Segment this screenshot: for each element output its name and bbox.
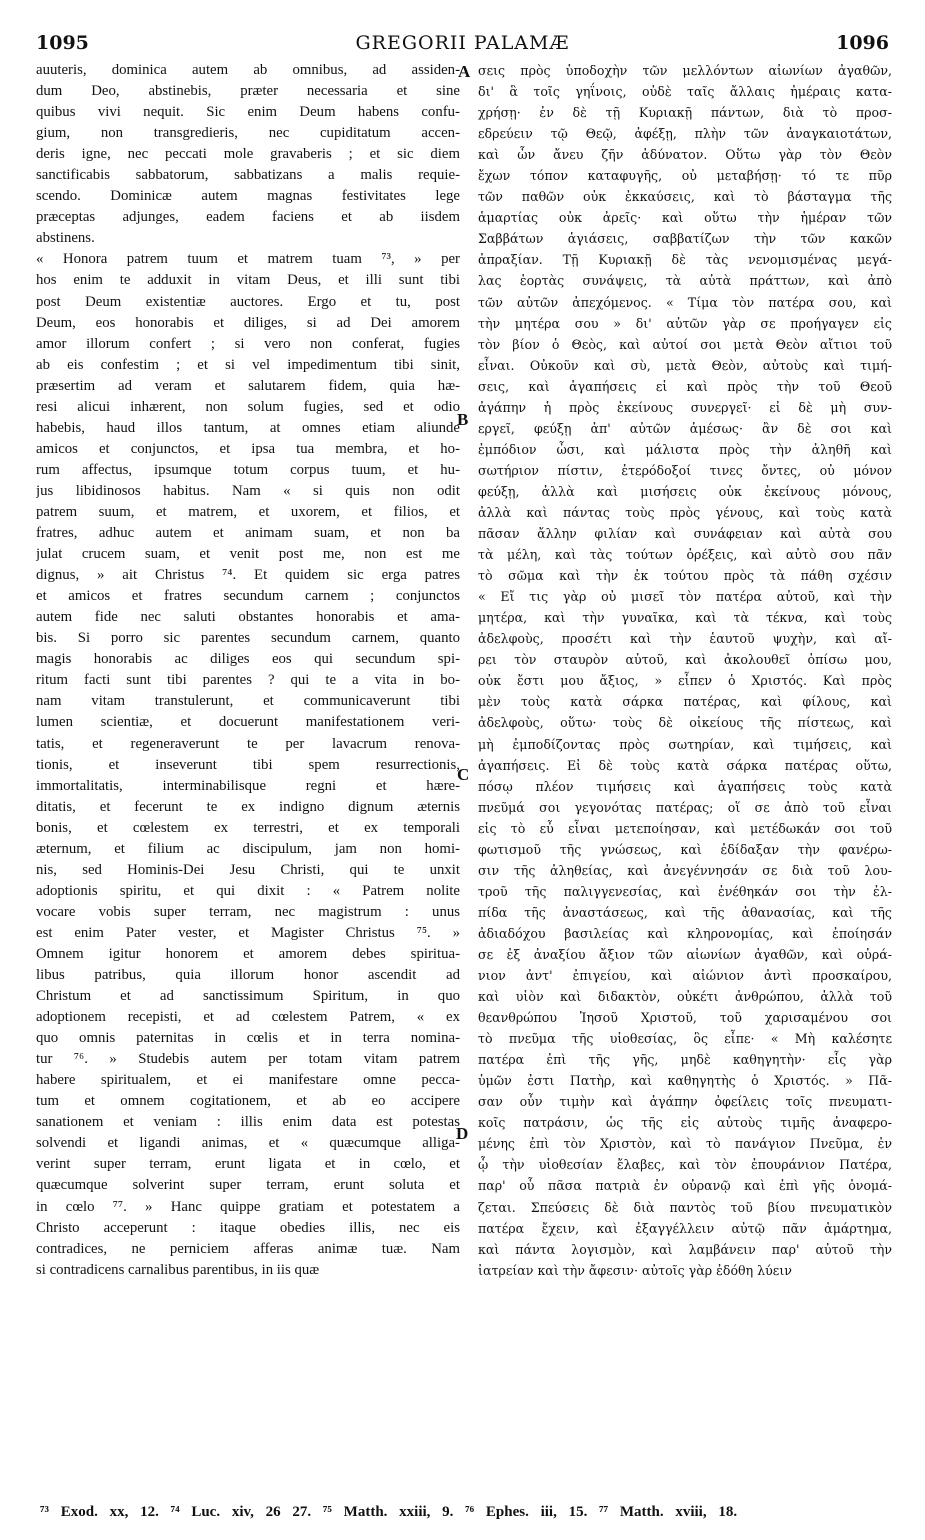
latin-text-line: abstinens. [36, 230, 95, 247]
greek-text-line: ἀγαπήσεις. Εἰ δὲ τοὺς κατὰ σάρκα πατέρας οὕτω, [478, 757, 892, 773]
greek-text-line: λας ἑορτὰς συνάψεις, τὰ αὐτὰ πράττων, καὶ ἀπὸ [478, 273, 892, 289]
greek-text-line: χρήσῃ· ἐν δὲ τῇ Κυριακῇ πάντων, διὰ τὸ προσ- [478, 105, 892, 121]
greek-text-line: τῶν αὐτῶν ἀπεχόμενος. « Τίμα τὸν πατέρα σου, καὶ [478, 294, 892, 310]
latin-text-line: æternum, et filium ac discipulum, jam non homi- [36, 840, 460, 857]
latin-text-line: dum Deo, abstinebis, præter necessaria et sine [36, 83, 460, 100]
greek-text-line: εἰς τὸ εὖ εἶναι μετεποίησαν, καὶ μετέδωκάν σοι τοῦ [478, 820, 892, 836]
greek-text-line: εδρεύειν τῷ Θεῷ, ἀφέξῃ, πλὴν τῶν ἀναγκαιοτάτων, [478, 126, 892, 142]
section-marker-b: B [457, 410, 469, 429]
greek-text-line: τὸν βίον ὁ Θεὸς, καὶ αὐτοί σοι μετὰ Θεὸν αἴτιοι τοῦ [478, 336, 892, 352]
latin-text-line: Christum et ad sanctissimum Spiritum, in quo [36, 988, 460, 1005]
latin-text-line: si contradicens carnalibus parentibus, in iis quæ [36, 1261, 320, 1278]
latin-text-line: bonis, et cœlestem ex terrestri, et ex temporali [36, 819, 460, 836]
latin-text-line: julat crucem suam, et venit post me, non est me [36, 546, 460, 563]
latin-text-line: immortalitatis, interminabilisque regni et hære- [36, 777, 460, 794]
latin-text-line: adoptionis spiritu, et qui dixit : « Patrem nolite [36, 882, 460, 899]
greek-text-line: σαν οὖν τιμὴν καὶ ἀγάπην ὀφείλεις τοῖς πνευματι- [478, 1094, 892, 1110]
greek-text-line: παρ' οὗ πᾶσα πατριὰ ἐν οὐρανῷ καὶ ἐπὶ γῆς ὀνομά- [478, 1178, 892, 1194]
greek-text-line: ρει τὸν σταυρὸν αὐτοῦ, καὶ ἀκολουθεῖ ὀπίσω μου, [478, 652, 892, 668]
greek-text-line: ἀπραξίαν. Τῇ Κυριακῇ δὲ τὰς νενομισμένας μεγά- [478, 252, 892, 268]
latin-text-line: quibus vivi nequit. Sic enim Deum habens confu- [36, 104, 460, 121]
greek-text-line: ἀδελφοὺς, προσέτι καὶ τὴν ἑαυτοῦ ψυχὴν, καὶ αἴ- [478, 631, 892, 647]
greek-text-line: « Εἴ τις γὰρ οὐ μισεῖ τὸν πατέρα αὐτοῦ, καὶ τὴν [478, 589, 892, 605]
greek-text-line: ἐμπόδιον ὦσι, καὶ μάλιστα πρὸς τὴν ἀληθῆ καὶ [478, 441, 892, 457]
greek-text-line: ἀλλὰ καὶ πάντας τοὺς πρὸς γένους, καὶ τοὺς κατὰ [478, 504, 892, 520]
page-number-right: 1096 [836, 32, 889, 54]
greek-text-line: καὶ υἱὸν καὶ διδακτὸν, οὐκέτι ἀνθρώπου, ἀλλὰ τοῦ [478, 989, 892, 1005]
greek-text-line: νιον ἀντ' ἐπιγείου, καὶ αἰώνιον ἀντὶ προσκαίρου, [478, 968, 892, 984]
greek-text-line: Σαββάτων ἁγιάσεις, σαββατίζων τὴν τῶν κακῶν [478, 231, 892, 247]
greek-text-line: τὰ μέλη, καὶ τὰς τούτων ὀρέξεις, καὶ αὐτὸ σου πᾶν [478, 547, 892, 563]
greek-text-line: πατέρα ἔχειν, καὶ ἐξαγγέλλειν αὐτῷ πᾶν ἁμάρτημα, [478, 1220, 892, 1236]
latin-text-line: dignus, » ait Christus ⁷⁴. Et quidem sic erga patres [36, 567, 460, 584]
greek-text-line: οὐκ ἔστι μου ἄξιος, » εἶπεν ὁ Χριστός. Καὶ πρὸς [478, 673, 892, 689]
greek-text-line: κοῖς πατράσιν, ὡς τῆς εἰς αὐτοὺς τιμῆς ἀναφερο- [478, 1115, 892, 1131]
greek-column [478, 60, 892, 1281]
latin-text-line: tionis, et inseverunt tibi spem resurrectionis, [36, 756, 460, 773]
latin-text-line: patrem suum, et matrem, et uxorem, et filios, et [36, 503, 460, 520]
section-marker-c: C [457, 765, 470, 784]
latin-text-line: resi alicui inhærent, non solum fugies, sed et odio [36, 398, 460, 415]
latin-text-line: autem fide nec saluti obstantes honorabis et ama- [36, 609, 460, 626]
latin-column [36, 60, 460, 1281]
greek-text-line: πατέρα ἐπὶ τῆς γῆς, μηδὲ καθηγητὴν· εἷς γὰρ [478, 1052, 892, 1068]
greek-text-line: τὴν μητέρα σου » δι' αὐτῶν γὰρ σε προήγαγεν εἰς [478, 315, 892, 331]
greek-text-line: σωτήριον πίστιν, ἑτερόδοξοί τινες ὄντες, οὐ μόνον [478, 462, 892, 478]
latin-text-line: tatis, et regeneraverunt te per lavacrum renova- [36, 735, 460, 752]
latin-text-line: tum et omnem cogitationem, et ab eo accipere [36, 1093, 460, 1110]
greek-text-line: μὴ ἐμποδίζοντας πρὸς σωτηρίαν, καὶ τιμήσεις, καὶ [478, 736, 892, 752]
greek-text-line: τροῦ τῆς παλιγγενεσίας, καὶ ἐνέθηκάν σοι τὴν ἐλ- [478, 883, 892, 899]
running-header [36, 32, 889, 58]
latin-text-line: jus libidinosos habitus. Nam « si quis non odit [36, 482, 460, 499]
greek-text-line: μὲν τοὺς κατὰ σάρκα πατέρας, καὶ φίλους, καὶ [478, 694, 892, 710]
greek-text-line: πόσῳ πλέον τιμήσεις καὶ ἀγαπήσεις τοὺς κατὰ [478, 778, 892, 794]
latin-text-line: Omnem igitur honorem et amorem debes spiritua- [36, 945, 460, 962]
latin-text-line: ab eis confestim ; et si vel impedimentum tibi sinit, [36, 356, 460, 373]
greek-text-line: ὑμῶν ἐστι Πατὴρ, καὶ καθηγητὴς ὁ Χριστός. » Πᾶ- [478, 1073, 892, 1089]
running-title: GREGORII PALAMÆ [355, 32, 570, 54]
greek-text-line: φωτισμοῦ τῆς γνώσεως, καὶ ἐδίδαξαν τὴν φανέρω- [478, 841, 892, 857]
latin-text-line: post Deum existentiæ auctores. Ergo et tu, post [36, 293, 460, 310]
latin-text-line: quæcumque solverint super terram, erunt soluta et [36, 1177, 460, 1194]
greek-text-line: εργεῖ, φεύξῃ ἀπ' αὐτῶν ἀμέσως· ἂν δὲ σοι καὶ [478, 420, 892, 436]
latin-text-line: adoptionem recepisti, et ad cœlestem Patrem, « ex [36, 1009, 460, 1026]
greek-text-line: ἰατρείαν καὶ τὴν ἄφεσιν· αὐτοῖς γὰρ ἐδόθη λύειν [478, 1262, 792, 1278]
greek-text-line: θεανθρώπου Ἰησοῦ Χριστοῦ, τοῦ χαρισαμένου σοι [478, 1010, 892, 1026]
latin-text-line: verint super terram, erunt ligata et in cœlo, et [36, 1156, 460, 1173]
latin-text-line: « Honora patrem tuum et matrem tuam ⁷³, » per [36, 251, 460, 268]
latin-text-line: hos enim te adduxit in vitam Deus, et illi sunt tibi [36, 272, 460, 289]
latin-text-line: sanationem et veniam : illis enim data est potestas [36, 1114, 460, 1131]
latin-text-line: amicos et conjunctos, et ipsa tua membra, et ho- [36, 440, 460, 457]
greek-text-line: μένης ἐπὶ τὸν Χριστὸν, καὶ τὸ πανάγιον Πνεῦμα, ἐν [478, 1136, 892, 1152]
latin-text-line: nam vitam transtulerunt, et communicaverunt tibi [36, 693, 460, 710]
greek-text-line: δι' ἃ τοῖς γηΐνοις, οὐδὲ ταῖς ἄλλαις ἡμέραις κατα- [478, 84, 892, 100]
latin-text-line: solvendi et ligandi animas, et « quæcumque alliga- [36, 1135, 460, 1152]
greek-text-line: καὶ ὧν ἄνευ ζῆν ἀδύνατον. Οὕτω γὰρ τὸν Θεὸν [478, 147, 892, 163]
latin-text-line: præsertim ad veram et salutarem fidem, quia hæ- [36, 377, 460, 394]
latin-text-line: tur ⁷⁶. » Studebis autem per totam vitam patrem [36, 1051, 460, 1068]
greek-text-line: ἀγάπην ἡ πρὸς ἐκείνους συνεργεῖ· εἰ δὲ μὴ συν- [478, 399, 892, 415]
latin-text-line: ritum facti sunt tibi parentes ? qui te a vita in bo- [36, 672, 460, 689]
latin-text-line: habere spiritualem, et ei manifestare omne pecca- [36, 1072, 460, 1089]
greek-text-line: ἀδιαδόχου βασιλείας καὶ κληρονομίας, καὶ ἐποίησάν [478, 925, 892, 941]
page-number-left: 1095 [36, 32, 89, 54]
section-marker-d: D [456, 1124, 469, 1143]
latin-text-line: amor illorum confert ; si vero non conferat, fugies [36, 335, 460, 352]
latin-text-line: ditatis, et fecerunt te ex indigno dignum æternis [36, 798, 460, 815]
greek-text-line: τὸ σῶμα καὶ τὴν ἐκ τούτου πρὸς τὰ πάθη σχέσιν [478, 568, 892, 584]
greek-text-line: εἶναι. Οὐκοῦν καὶ σὺ, μετὰ Θεὸν, αὐτοὺς καὶ τιμή- [478, 357, 892, 373]
latin-text-line: nis, sed Hominis-Dei Jesu Christi, qui te unxit [36, 861, 460, 878]
latin-text-line: gium, non transgredieris, nec cupiditatum accen- [36, 125, 460, 142]
greek-text-line: σιν τῆς ἀληθείας, καὶ ἀνεγέννησάν σε διὰ τοῦ λου- [478, 862, 892, 878]
latin-text-line: et amicos et fratres secundum carnem ; conjunctos [36, 588, 460, 605]
latin-text-line: rum affectus, ipsumque totum corpus tuum, et hu- [36, 461, 460, 478]
greek-text-line: ζεται. Σπεύσεις δὲ διὰ παντὸς τοῦ βίου πνευματικὸν [478, 1199, 892, 1215]
greek-text-line: σε ἐξ ἀναξίου ἄξιον τῶν αἰωνίων ἀγαθῶν, καὶ οὐρά- [478, 946, 892, 962]
greek-text-line: πίδα τῆς ἀναστάσεως, καὶ τῆς ἀθανασίας, καὶ τῆς [478, 904, 892, 920]
latin-text-line: vocare vobis super terram, nec magistrum : unus [36, 903, 460, 920]
greek-text-line: φεύξῃ, ἀλλὰ καὶ μισήσεις οὐκ ἐκείνους μόνους, [478, 483, 892, 499]
greek-text-line: ἔχων τόπον καταφυγῆς, οὐ μεταβήσῃ· τό τε πῦρ [478, 168, 892, 184]
latin-text-line: scendo. Dominicæ autem magnas festivitates lege [36, 188, 460, 205]
greek-text-line: πᾶσαν ἄλλην φιλίαν καὶ συνάφειαν καὶ αὐτὰ σου [478, 526, 892, 542]
latin-text-line: libus patribus, quia illorum honor ascendit ad [36, 967, 460, 984]
latin-text-line: est enim Pater vester, et Magister Christus ⁷⁵. » [36, 924, 460, 941]
greek-text-line: σεις, καὶ ἀγαπήσεις εἰ καὶ πρὸς τὴν τοῦ Θεοῦ [478, 378, 892, 394]
latin-text-line: auuteris, dominica autem ab omnibus, ad assiden- [36, 62, 460, 78]
footnotes: ⁷³ Exod. xx, 12. ⁷⁴ Luc. xiv, 26 27. ⁷⁵ Matth. xxiii, 9. ⁷⁶ Ephes. iii, 15. ⁷⁷ Matth. xviii, 18. [40, 1504, 738, 1520]
latin-text-line: Christo acceperunt : itaque obedies illis, nec eis [36, 1219, 460, 1236]
greek-text-line: καὶ πάντα λογισμὸν, καὶ λαμβάνειν παρ' αὐτοῦ τὴν [478, 1241, 892, 1257]
latin-text-line: lumen scientiæ, et docuerunt manifestationem veri- [36, 714, 460, 731]
latin-text-line: in cœlo ⁷⁷. » Hanc quippe gratiam et potestatem a [36, 1198, 460, 1215]
greek-text-line: τῶν παθῶν οὐκ ἐκκαύσεις, καὶ τὸ βάσταγμα τῆς [478, 189, 892, 205]
latin-text-line: sanctificabis sabbatorum, sabbatizans a malis requie- [36, 167, 460, 184]
latin-text-line: deris igne, nec peccati mole gravaberis ; et sic diem [36, 146, 460, 163]
greek-text-line: ἁμαρτίας οὐκ ἀρεῖς· καὶ οὕτω τὴν ἡμέραν τῶν [478, 210, 892, 226]
latin-text-line: habebis, haud illos tantum, at omnes etiam aliunde [36, 419, 460, 436]
section-marker-a: A [458, 62, 471, 81]
latin-text-line: præceptas adjunges, eadem faciens et ab iisdem [36, 209, 460, 226]
latin-text-line: bis. Si porro sic parentes secundum carnem, quanto [36, 630, 460, 647]
greek-text-line: μητέρα, καὶ τὴν γυναῖκα, καὶ τὰ τέκνα, καὶ τοὺς [478, 610, 892, 626]
latin-text-line: quo omnis paternitas in cœlis et in terra nomina- [36, 1030, 460, 1047]
latin-text-line: Deum, eos honorabis et diliges, si ad Dei amorem [36, 314, 460, 331]
latin-text-line: contradices, ne perniciem afferas animæ tuæ. Nam [36, 1240, 460, 1257]
greek-text-line: ἀδελφοὺς, οὕτω· τοὺς δὲ οἰκείους τῆς πίστεως, καὶ [478, 715, 892, 731]
greek-text-line: ᾧ τὴν υἱοθεσίαν ἔλαβες, καὶ τὸν ἐπουράνιον Πατέρα, [478, 1157, 892, 1173]
greek-text-line: σεις πρὸς ὑποδοχὴν τῶν μελλόντων αἰωνίων ἀγαθῶν, [478, 63, 892, 78]
latin-text-line: magis honorabis ac diliges eos qui secundum spi- [36, 651, 460, 668]
greek-text-line: τὸ πνεῦμα τῆς υἱοθεσίας, ὃς εἶπε· « Μὴ καλέσητε [478, 1031, 892, 1047]
greek-text-line: πνεῦμά σοι γεγονότας πατέρας; οἵ σε ἀπὸ τοῦ εἶναι [478, 799, 892, 815]
latin-text-line: fratres, adhuc autem et animam suam, et non ba [36, 525, 460, 542]
